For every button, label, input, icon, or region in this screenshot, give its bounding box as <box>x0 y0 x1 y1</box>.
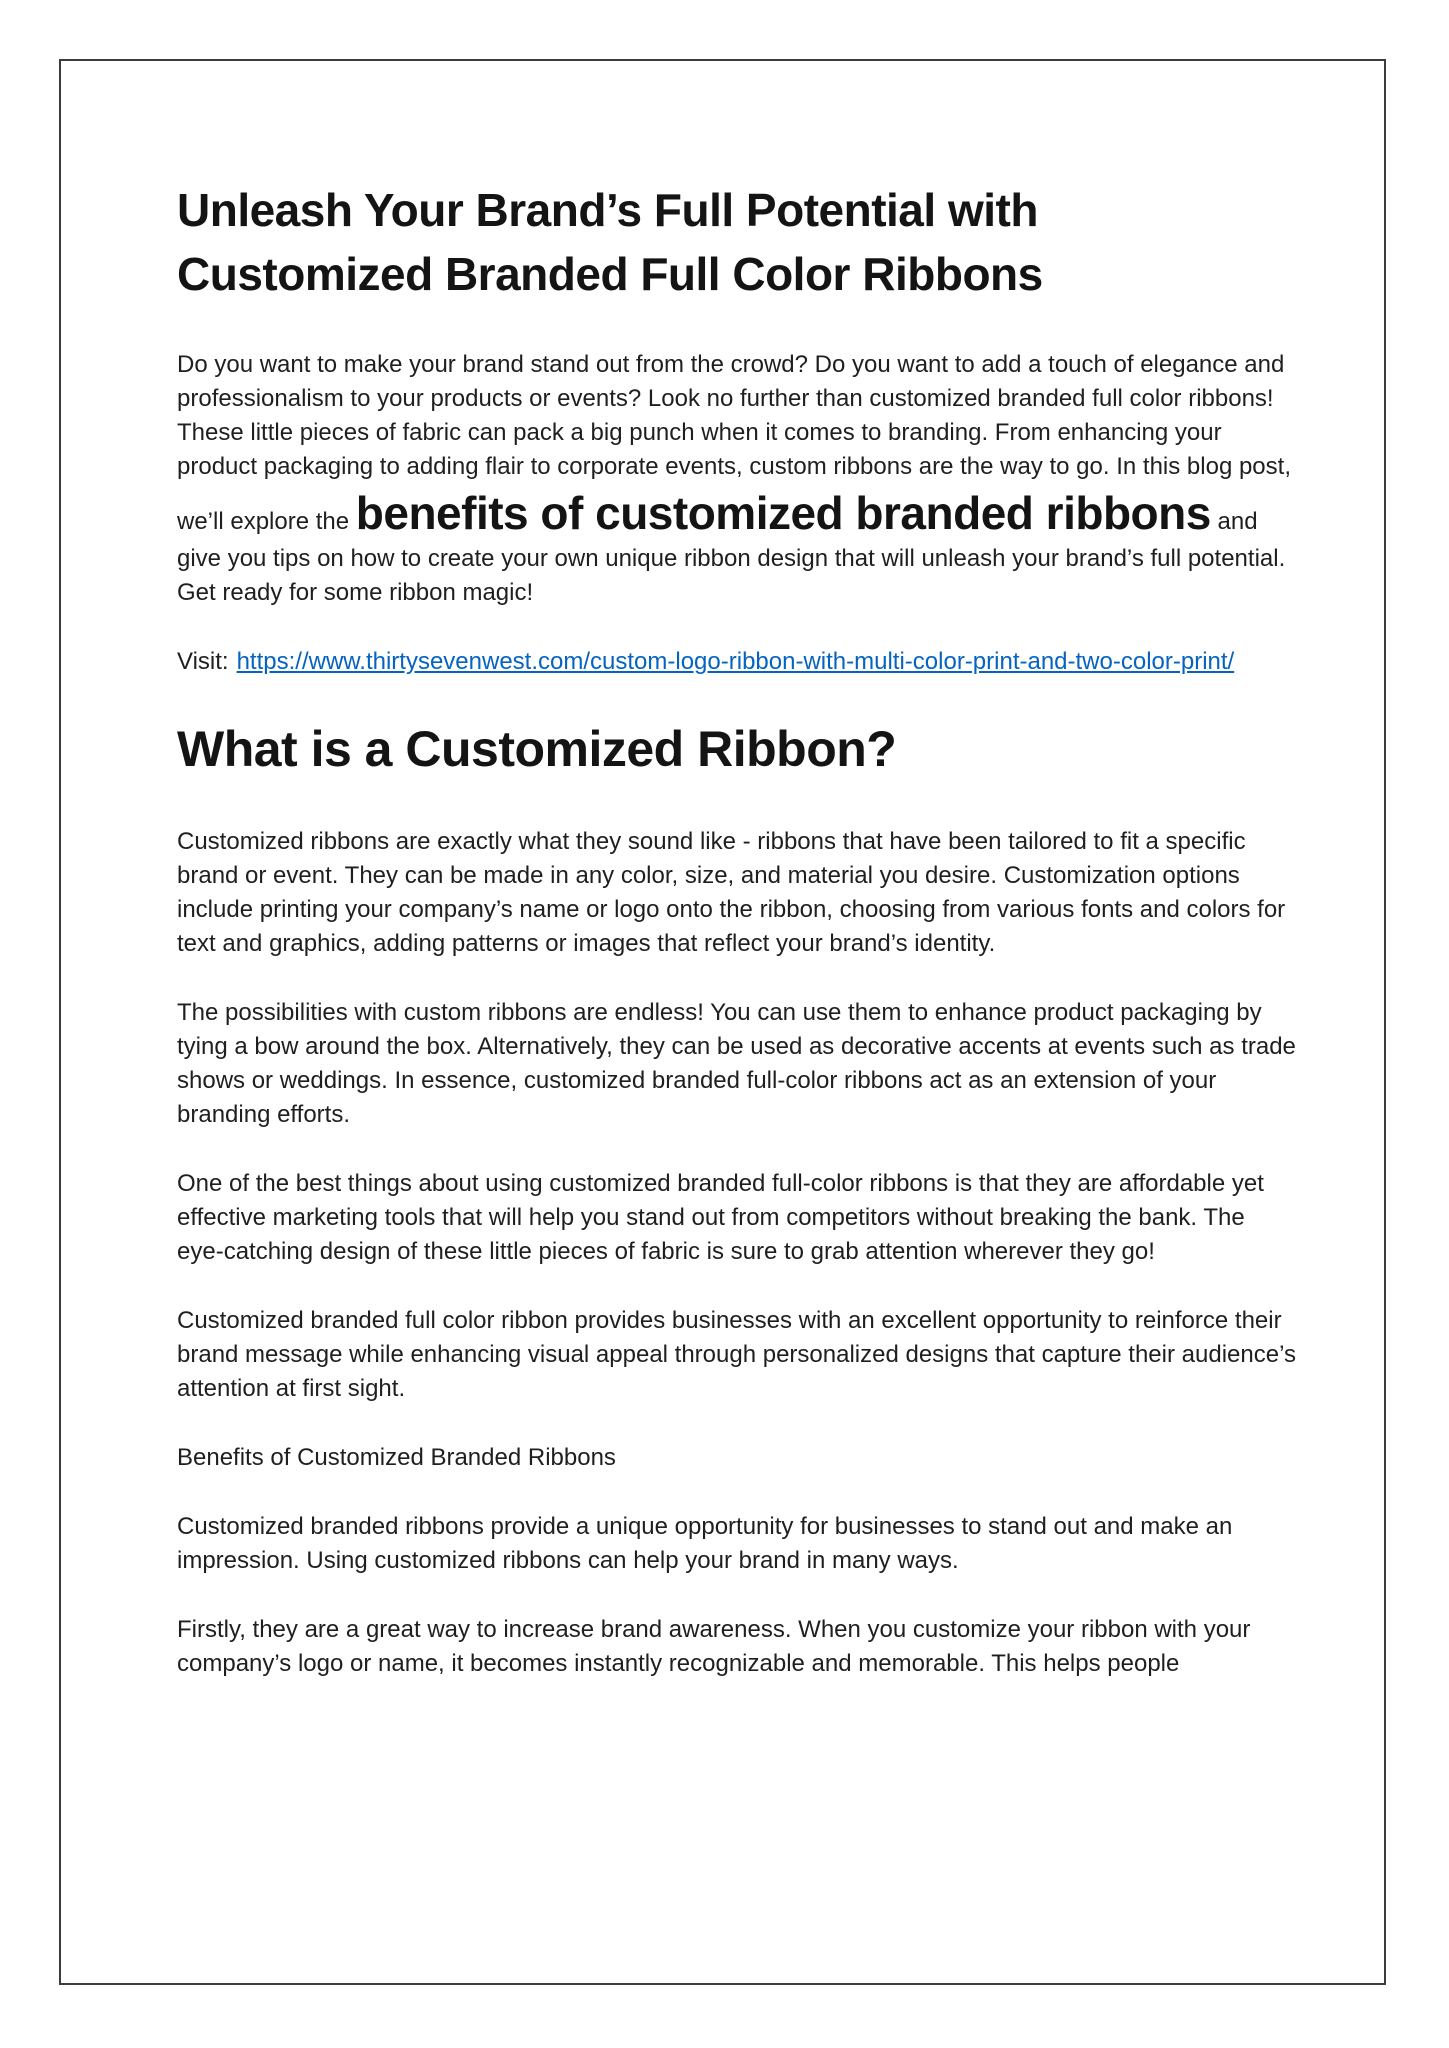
intro-paragraph <box>177 348 1297 610</box>
intro-text-before: Do you want to make your brand stand out from the crowd? Do you want to add a touch of elegance and professionalism to your products or events? Look no further than customized branded full color ribbons! These little pieces of fabric can pack a big punch when it comes to branding. From enhancing your product packaging to adding flair to corporate events, custom ribbons are the way to go. In this blog post, we’ll explore the <box>177 351 1291 535</box>
visit-link[interactable]: https://www.thirtysevenwest.com/custom-logo-ribbon-with-multi-color-print-and-two-color-print/ <box>236 648 1235 675</box>
paragraph-possibilities: The possibilities with custom ribbons are endless! You can use them to enhance product packaging by tying a bow around the box. Alternatively, they can be used as decorative accents at events such as trade shows or weddings. In essence, customized branded full-color ribbons act as an extension of your branding efforts. <box>177 999 1296 1128</box>
benefits-subheading: Benefits of Customized Branded Ribbons <box>177 1444 616 1471</box>
document-title: Unleash Your Brand’s Full Potential with Customized Branded Full Color Ribbons <box>177 184 1043 300</box>
paragraph-unique-opportunity: Customized branded ribbons provide a unique opportunity for businesses to stand out and make an impression. Using customized ribbons can help your brand in many ways. <box>177 1513 1233 1574</box>
paragraph-what-is: Customized ribbons are exactly what they sound like - ribbons that have been tailored to fit a specific brand or event. They can be made in any color, size, and material you desire. Customization options include printing your company’s name or logo onto the ribbon, choosing from various fonts and colors for text and graphics, adding patterns or images that reflect your brand’s identity. <box>177 828 1286 957</box>
intro-highlight-text: benefits of customized branded ribbons <box>355 487 1211 539</box>
section-heading: What is a Customized Ribbon? <box>177 721 897 777</box>
paragraph-reinforce: Customized branded full color ribbon provides businesses with an excellent opportunity to reinforce their brand message while enhancing visual appeal through personalized designs that capture their audience’s attention at first sight. <box>177 1307 1296 1402</box>
paragraph-affordable: One of the best things about using customized branded full-color ribbons is that they are affordable yet effective marketing tools that will help you stand out from competitors without breaking the bank. The eye-catching design of these little pieces of fabric is sure to grab attention wherever they go! <box>177 1170 1264 1265</box>
visit-label: Visit: <box>177 648 229 675</box>
paragraph-brand-awareness: Firstly, they are a great way to increase brand awareness. When you customize your ribbon with your company’s logo or name, it becomes instantly recognizable and memorable. This helps people <box>177 1616 1251 1677</box>
document-page <box>177 178 1297 1716</box>
intro-text-after: and give you tips on how to create your own unique ribbon design that will unleash your brand’s full potential. Get ready for some ribbon magic! <box>177 508 1286 606</box>
visit-line <box>177 645 1297 679</box>
